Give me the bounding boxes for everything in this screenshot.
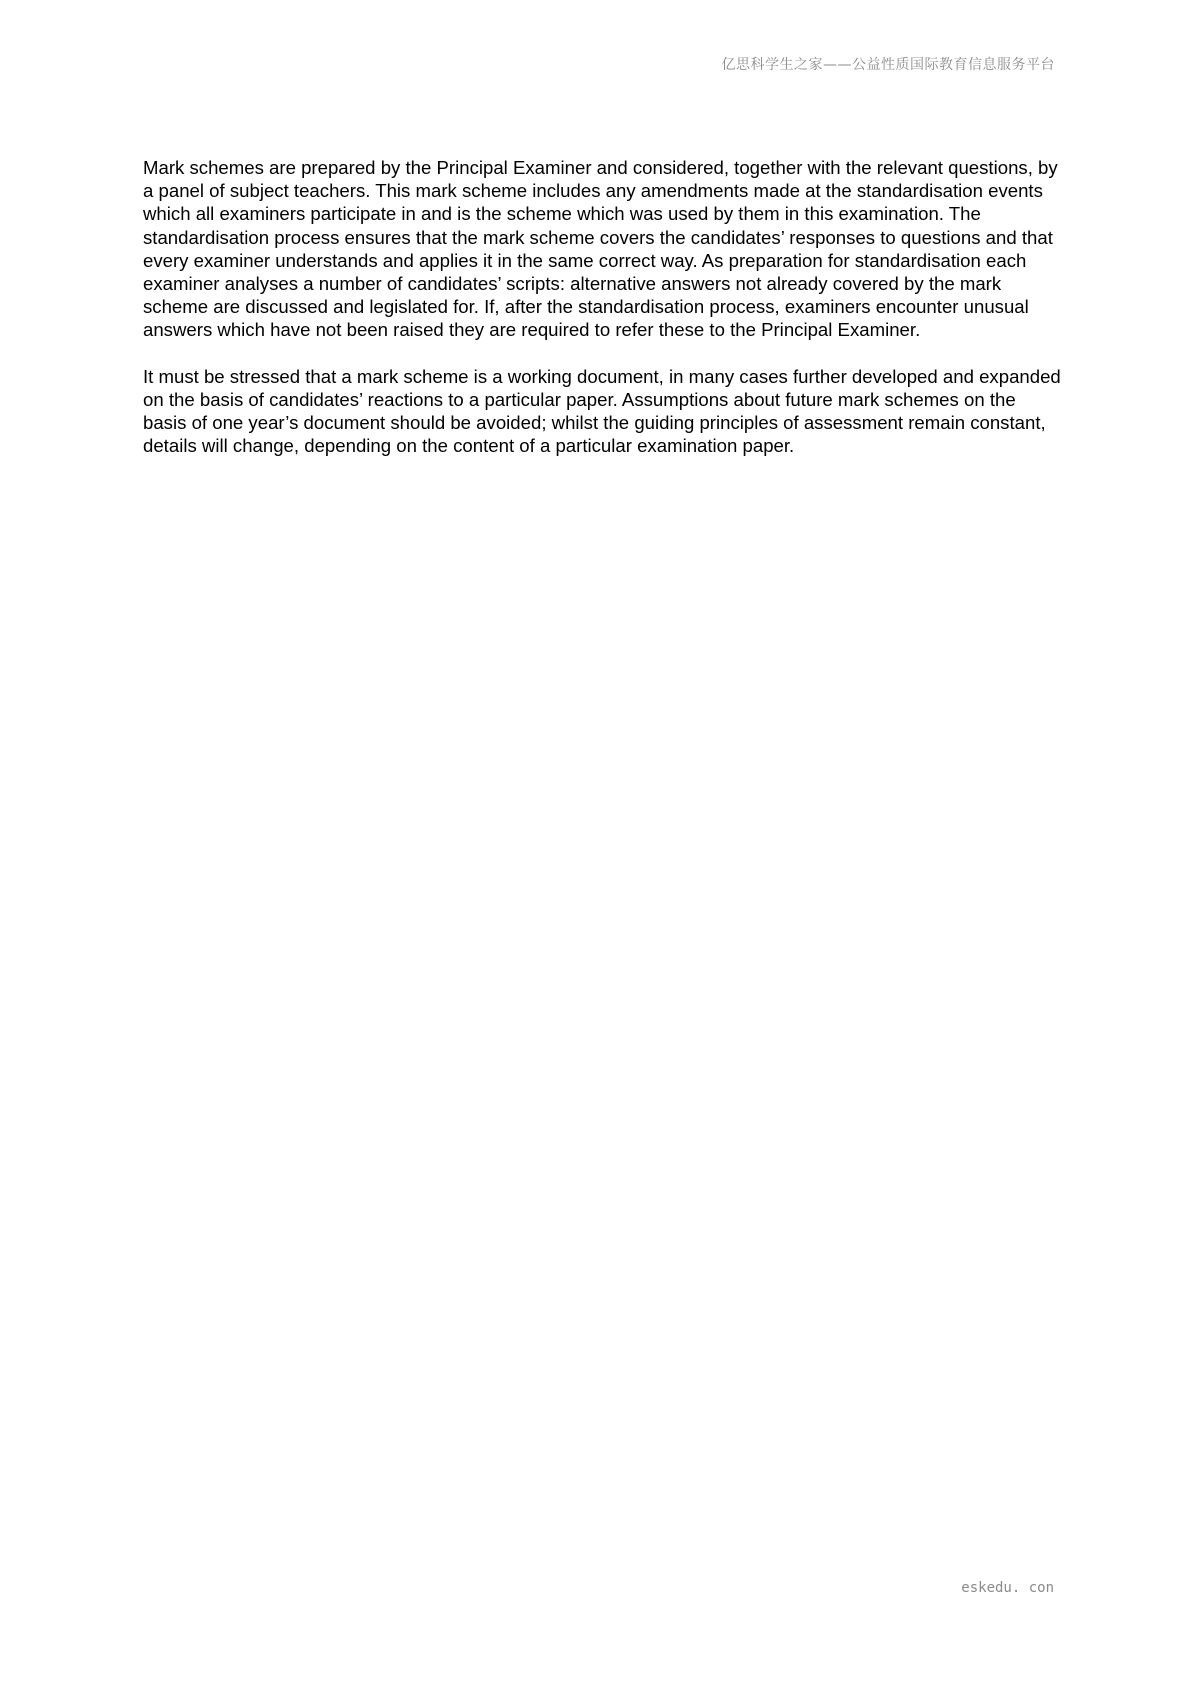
document-body	[143, 156, 1063, 480]
paragraph-working-document: It must be stressed that a mark scheme is a working document, in many cases further developed and expanded on the basis of candidates’ reactions to a particular paper. Assumptions about future mark schemes on the basis of one year’s document should be avoided; whilst the guiding principles of assessment remain constant, details will change, depending on the content of a particular examination paper.	[143, 365, 1061, 457]
paragraph-mark-scheme-preparation: Mark schemes are prepared by the Principal Examiner and considered, together with the relevant questions, by a panel of subject teachers. This mark scheme includes any amendments made at the standardisation events which all examiners participate in and is the scheme which was used by them in this examination. The standardisation process ensures that the mark scheme covers the candidates’ responses to questions and that every examiner understands and applies it in the same correct way. As preparation for standardisation each examiner analyses a number of candidates’ scripts: alternative answers not already covered by the mark scheme are discussed and legislated for. If, after the standardisation process, examiners encounter unusual answers which have not been raised they are required to refer these to the Principal Examiner.	[143, 157, 1058, 341]
page-header: 亿思科学生之家——公益性质国际教育信息服务平台	[721, 57, 1055, 73]
page-footer: eskedu. con	[961, 1580, 1054, 1596]
